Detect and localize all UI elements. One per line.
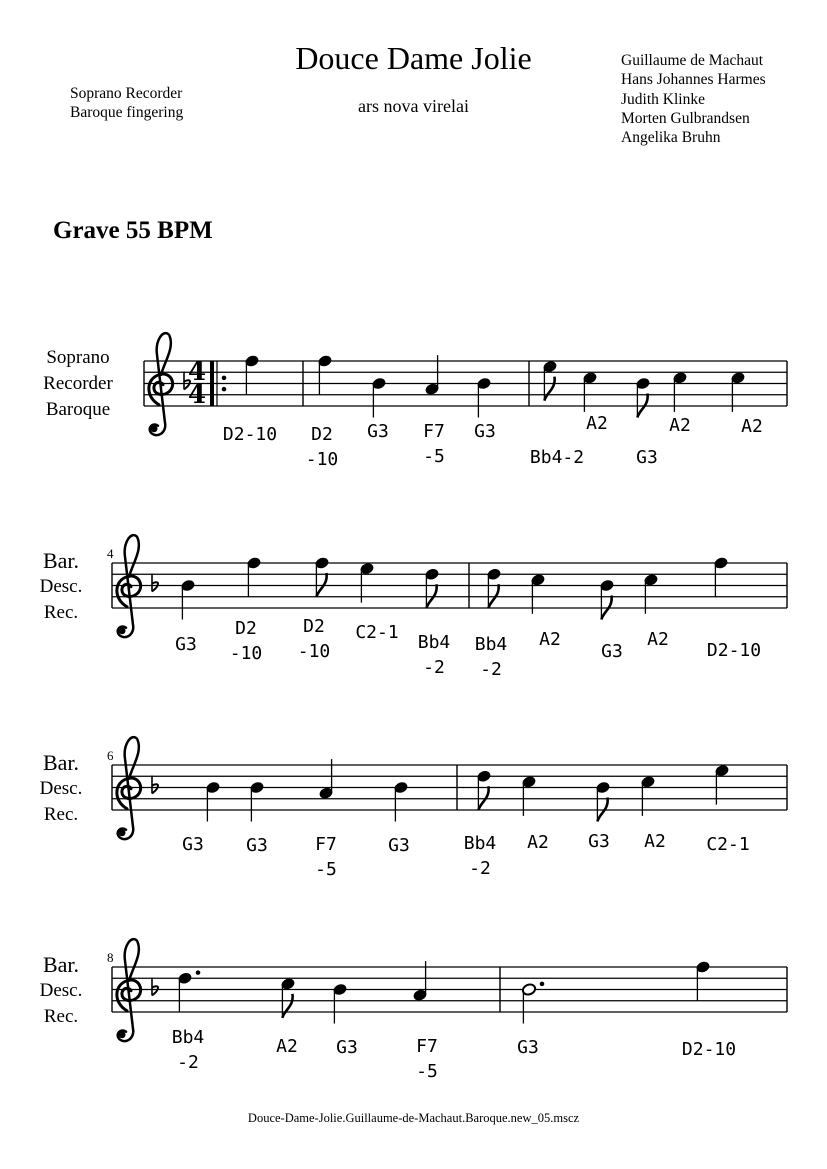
repeat-dot xyxy=(222,376,227,381)
fingering-label: Bb4 xyxy=(417,632,451,653)
fingering-label: A2 xyxy=(276,1036,298,1057)
composer-line: Judith Klinke xyxy=(621,90,705,108)
flat-icon xyxy=(152,776,158,794)
part-name-line: Desc. xyxy=(39,980,83,1001)
fingering-label: -2 xyxy=(423,657,445,678)
fingering-label: -10 xyxy=(297,641,331,662)
eighth-flag-icon xyxy=(282,994,292,1018)
fingering-label: G3 xyxy=(588,831,610,852)
treble-clef-icon xyxy=(117,737,141,839)
part-name-line: Baroque xyxy=(45,399,111,420)
treble-clef-icon xyxy=(149,333,173,435)
composer-line: Hans Johannes Harmes xyxy=(621,71,766,89)
measure-number: 6 xyxy=(107,748,114,763)
fingering-label: A2 xyxy=(669,415,691,436)
fingering-label: A2 xyxy=(644,831,666,852)
augmentation-dot xyxy=(540,982,545,987)
part-name-line: Bar. xyxy=(42,548,80,573)
fingering-label: A2 xyxy=(647,629,669,650)
composer-line: Angelika Bruhn xyxy=(621,129,721,147)
fingering-label: D2-10 xyxy=(681,1039,737,1060)
composer-line: Guillaume de Machaut xyxy=(621,52,764,69)
fingering-layer xyxy=(172,413,763,1082)
flat-icon xyxy=(152,978,158,996)
composer-line: Morten Gulbrandsen xyxy=(621,109,750,127)
fingering-label: C2-1 xyxy=(706,834,750,855)
fingering-label: G3 xyxy=(474,421,496,442)
time-signature-bottom: 4 xyxy=(187,380,207,410)
fingering-label: G3 xyxy=(336,1037,358,1058)
fingering-label: -10 xyxy=(305,449,339,470)
fingering-label: A2 xyxy=(539,629,561,650)
fingering-label: G3 xyxy=(388,835,410,856)
eighth-flag-icon xyxy=(544,377,554,401)
measure-number: 4 xyxy=(107,546,114,561)
fingering-label: G3 xyxy=(175,634,197,655)
fingering-label: F7 xyxy=(423,421,445,442)
staff-lines-layer xyxy=(112,333,787,1041)
flat-icon xyxy=(152,574,158,592)
augmentation-dot xyxy=(196,970,201,975)
fingering-label: F7 xyxy=(416,1036,438,1057)
fingering-label: G3 xyxy=(182,834,204,855)
measure-number: 8 xyxy=(107,950,114,965)
footer-filename: Douce-Dame-Jolie.Guillaume-de-Machaut.Baroque.new_05.mscz xyxy=(247,1111,580,1125)
fingering-label: D2 xyxy=(235,618,257,639)
notes-layer xyxy=(177,354,745,1023)
fingering-label: Bb4 xyxy=(463,833,497,854)
fingering-label: G3 xyxy=(246,835,268,856)
part-name-line: Recorder xyxy=(43,373,113,394)
fingering-label: G3 xyxy=(367,421,389,442)
part-name-line: Desc. xyxy=(39,778,83,799)
tempo-marking: Grave 55 BPM xyxy=(53,217,213,244)
part-name-line: Rec. xyxy=(43,602,79,623)
fingering-label: Bb4 xyxy=(171,1027,205,1048)
part-name-line: Soprano xyxy=(46,347,110,368)
fingering-label: G3 xyxy=(517,1037,539,1058)
fingering-label: D2 xyxy=(311,424,333,445)
fingering-label: -5 xyxy=(416,1061,438,1082)
fingering-label: -2 xyxy=(469,858,491,879)
fingering-label: -10 xyxy=(229,643,263,664)
instrument-line: Soprano Recorder xyxy=(70,85,183,102)
fingering-label: D2-10 xyxy=(706,640,762,661)
repeat-dot xyxy=(222,387,227,392)
part-name-line: Desc. xyxy=(39,576,83,597)
fingering-label: -2 xyxy=(480,659,502,680)
fingering-label: D2-10 xyxy=(222,424,278,445)
score-title: Douce Dame Jolie xyxy=(295,40,532,76)
part-name-line: Bar. xyxy=(42,750,80,775)
fingering-label: Bb4 xyxy=(474,634,508,655)
fingering-label: Bb4-2 xyxy=(529,447,585,468)
part-name-line: Rec. xyxy=(43,804,79,825)
treble-clef-icon xyxy=(117,535,141,637)
fingering-label: F7 xyxy=(315,834,337,855)
instrument-line: Baroque fingering xyxy=(70,104,184,121)
part-name-line: Bar. xyxy=(42,952,80,977)
treble-clef-icon xyxy=(117,939,141,1041)
fingering-label: -5 xyxy=(423,446,445,467)
fingering-label: G3 xyxy=(636,447,658,468)
fingering-label: -2 xyxy=(177,1052,199,1073)
time-signature-top: 4 xyxy=(187,357,207,387)
fingering-label: A2 xyxy=(741,416,763,437)
fingering-label: -5 xyxy=(315,859,337,880)
fingering-label: A2 xyxy=(527,832,549,853)
fingering-label: C2-1 xyxy=(355,622,399,643)
part-name-line: Rec. xyxy=(43,1006,79,1027)
fingering-label: D2 xyxy=(303,616,325,637)
score-subtitle: ars nova virelai xyxy=(358,96,469,116)
fingering-label: G3 xyxy=(601,641,623,662)
fingering-label: A2 xyxy=(586,413,608,434)
